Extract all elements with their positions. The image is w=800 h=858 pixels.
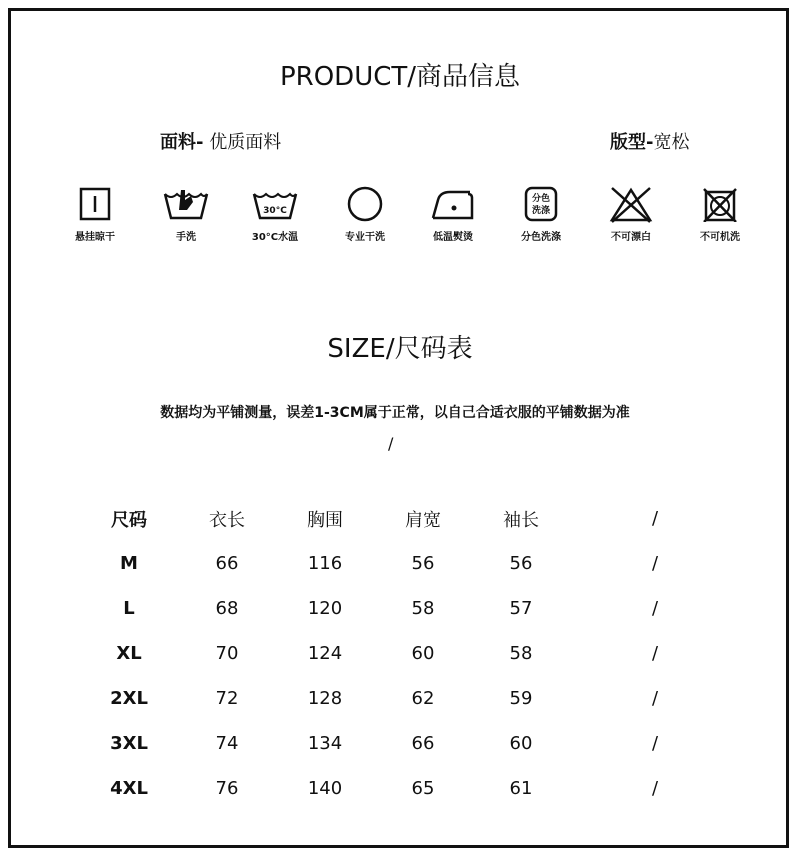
care-label: 不可机洗 — [700, 232, 740, 243]
header-shoulder: 肩宽 — [405, 509, 441, 531]
header-chest: 胸围 — [307, 509, 343, 531]
separate-badge-line2: 洗涤 — [531, 206, 551, 216]
care-label: 分色洗涤 — [521, 232, 561, 243]
header-sleeve: 袖长 — [503, 509, 539, 531]
care-label: 30°C水温 — [251, 232, 299, 243]
wash-temp-text: 30°C — [263, 206, 287, 216]
table-row — [80, 766, 740, 811]
cell-sleeve: 58 — [509, 643, 533, 664]
cell-size: L — [123, 598, 135, 619]
cell-chest: 128 — [307, 688, 343, 709]
table-row — [80, 631, 740, 676]
cell-sleeve: 59 — [509, 688, 533, 709]
table-row — [80, 541, 740, 586]
fabric-label: 面料- — [160, 132, 204, 153]
cell-extra: / — [651, 598, 659, 619]
separate-wash-icon — [521, 186, 561, 222]
wash-30c-icon — [250, 186, 300, 222]
care-item-no-bleach — [586, 186, 676, 243]
cell-length: 66 — [215, 553, 239, 574]
note-slash: / — [388, 434, 394, 453]
care-item-hang-dry — [50, 186, 140, 243]
cell-sleeve: 61 — [509, 778, 533, 799]
size-table-header — [80, 496, 740, 541]
cell-size: 3XL — [110, 733, 148, 754]
fabric-value: 优质面料 — [203, 132, 282, 153]
cell-length: 70 — [215, 643, 239, 664]
cell-chest: 120 — [307, 598, 343, 619]
table-row — [80, 721, 740, 766]
care-item-hand-wash — [141, 186, 231, 243]
separate-badge-line1: 分色 — [531, 194, 551, 204]
size-title: SIZE/尺码表 — [327, 334, 473, 364]
fit-label: 版型- — [610, 132, 654, 153]
cell-chest: 140 — [307, 778, 343, 799]
care-label: 悬挂晾干 — [75, 232, 115, 243]
low-iron-icon — [430, 186, 476, 222]
cell-length: 68 — [215, 598, 239, 619]
cell-shoulder: 60 — [411, 643, 435, 664]
cell-extra: / — [651, 733, 659, 754]
cell-shoulder: 65 — [411, 778, 435, 799]
cell-extra: / — [651, 643, 659, 664]
cell-length: 76 — [215, 778, 239, 799]
cell-size: 2XL — [110, 688, 148, 709]
cell-sleeve: 57 — [509, 598, 533, 619]
cell-chest: 124 — [307, 643, 343, 664]
cell-shoulder: 58 — [411, 598, 435, 619]
care-label: 手洗 — [176, 232, 196, 243]
cell-length: 72 — [215, 688, 239, 709]
size-table — [80, 496, 740, 811]
fabric-info — [160, 128, 281, 154]
cell-shoulder: 56 — [411, 553, 435, 574]
measurement-note: 数据均为平铺测量，误差1-3CM属于正常，以自己合适衣服的平铺数据为准 — [160, 405, 630, 421]
fit-value: 宽松 — [653, 132, 690, 153]
hand-wash-icon — [161, 186, 211, 222]
cell-sleeve: 60 — [509, 733, 533, 754]
no-bleach-icon — [608, 186, 654, 224]
care-item-dry-clean — [320, 186, 410, 243]
care-label: 不可漂白 — [611, 232, 651, 243]
dry-clean-icon — [345, 186, 385, 222]
cell-chest: 134 — [307, 733, 343, 754]
table-row — [80, 676, 740, 721]
cell-size: M — [120, 553, 138, 574]
care-instructions — [0, 186, 800, 256]
header-length: 衣长 — [209, 509, 245, 531]
care-item-no-machine-wash — [675, 186, 765, 243]
fit-info — [610, 128, 689, 154]
cell-extra: / — [651, 778, 659, 799]
care-label: 低温熨烫 — [433, 232, 473, 243]
cell-sleeve: 56 — [509, 553, 533, 574]
no-machine-wash-icon — [700, 186, 740, 222]
hang-dry-icon — [75, 186, 115, 222]
care-label: 专业干洗 — [345, 232, 385, 243]
cell-size: XL — [116, 643, 142, 664]
cell-extra: / — [651, 553, 659, 574]
care-item-low-iron — [408, 186, 498, 243]
table-row — [80, 586, 740, 631]
care-item-wash-30 — [230, 186, 320, 243]
product-title: PRODUCT/商品信息 — [279, 62, 521, 92]
cell-length: 74 — [215, 733, 239, 754]
cell-size: 4XL — [110, 778, 148, 799]
header-extra: / — [651, 508, 659, 529]
care-item-separate-wash — [496, 186, 586, 243]
cell-shoulder: 66 — [411, 733, 435, 754]
cell-shoulder: 62 — [411, 688, 435, 709]
header-size: 尺码 — [111, 509, 147, 531]
cell-extra: / — [651, 688, 659, 709]
cell-chest: 116 — [307, 553, 343, 574]
